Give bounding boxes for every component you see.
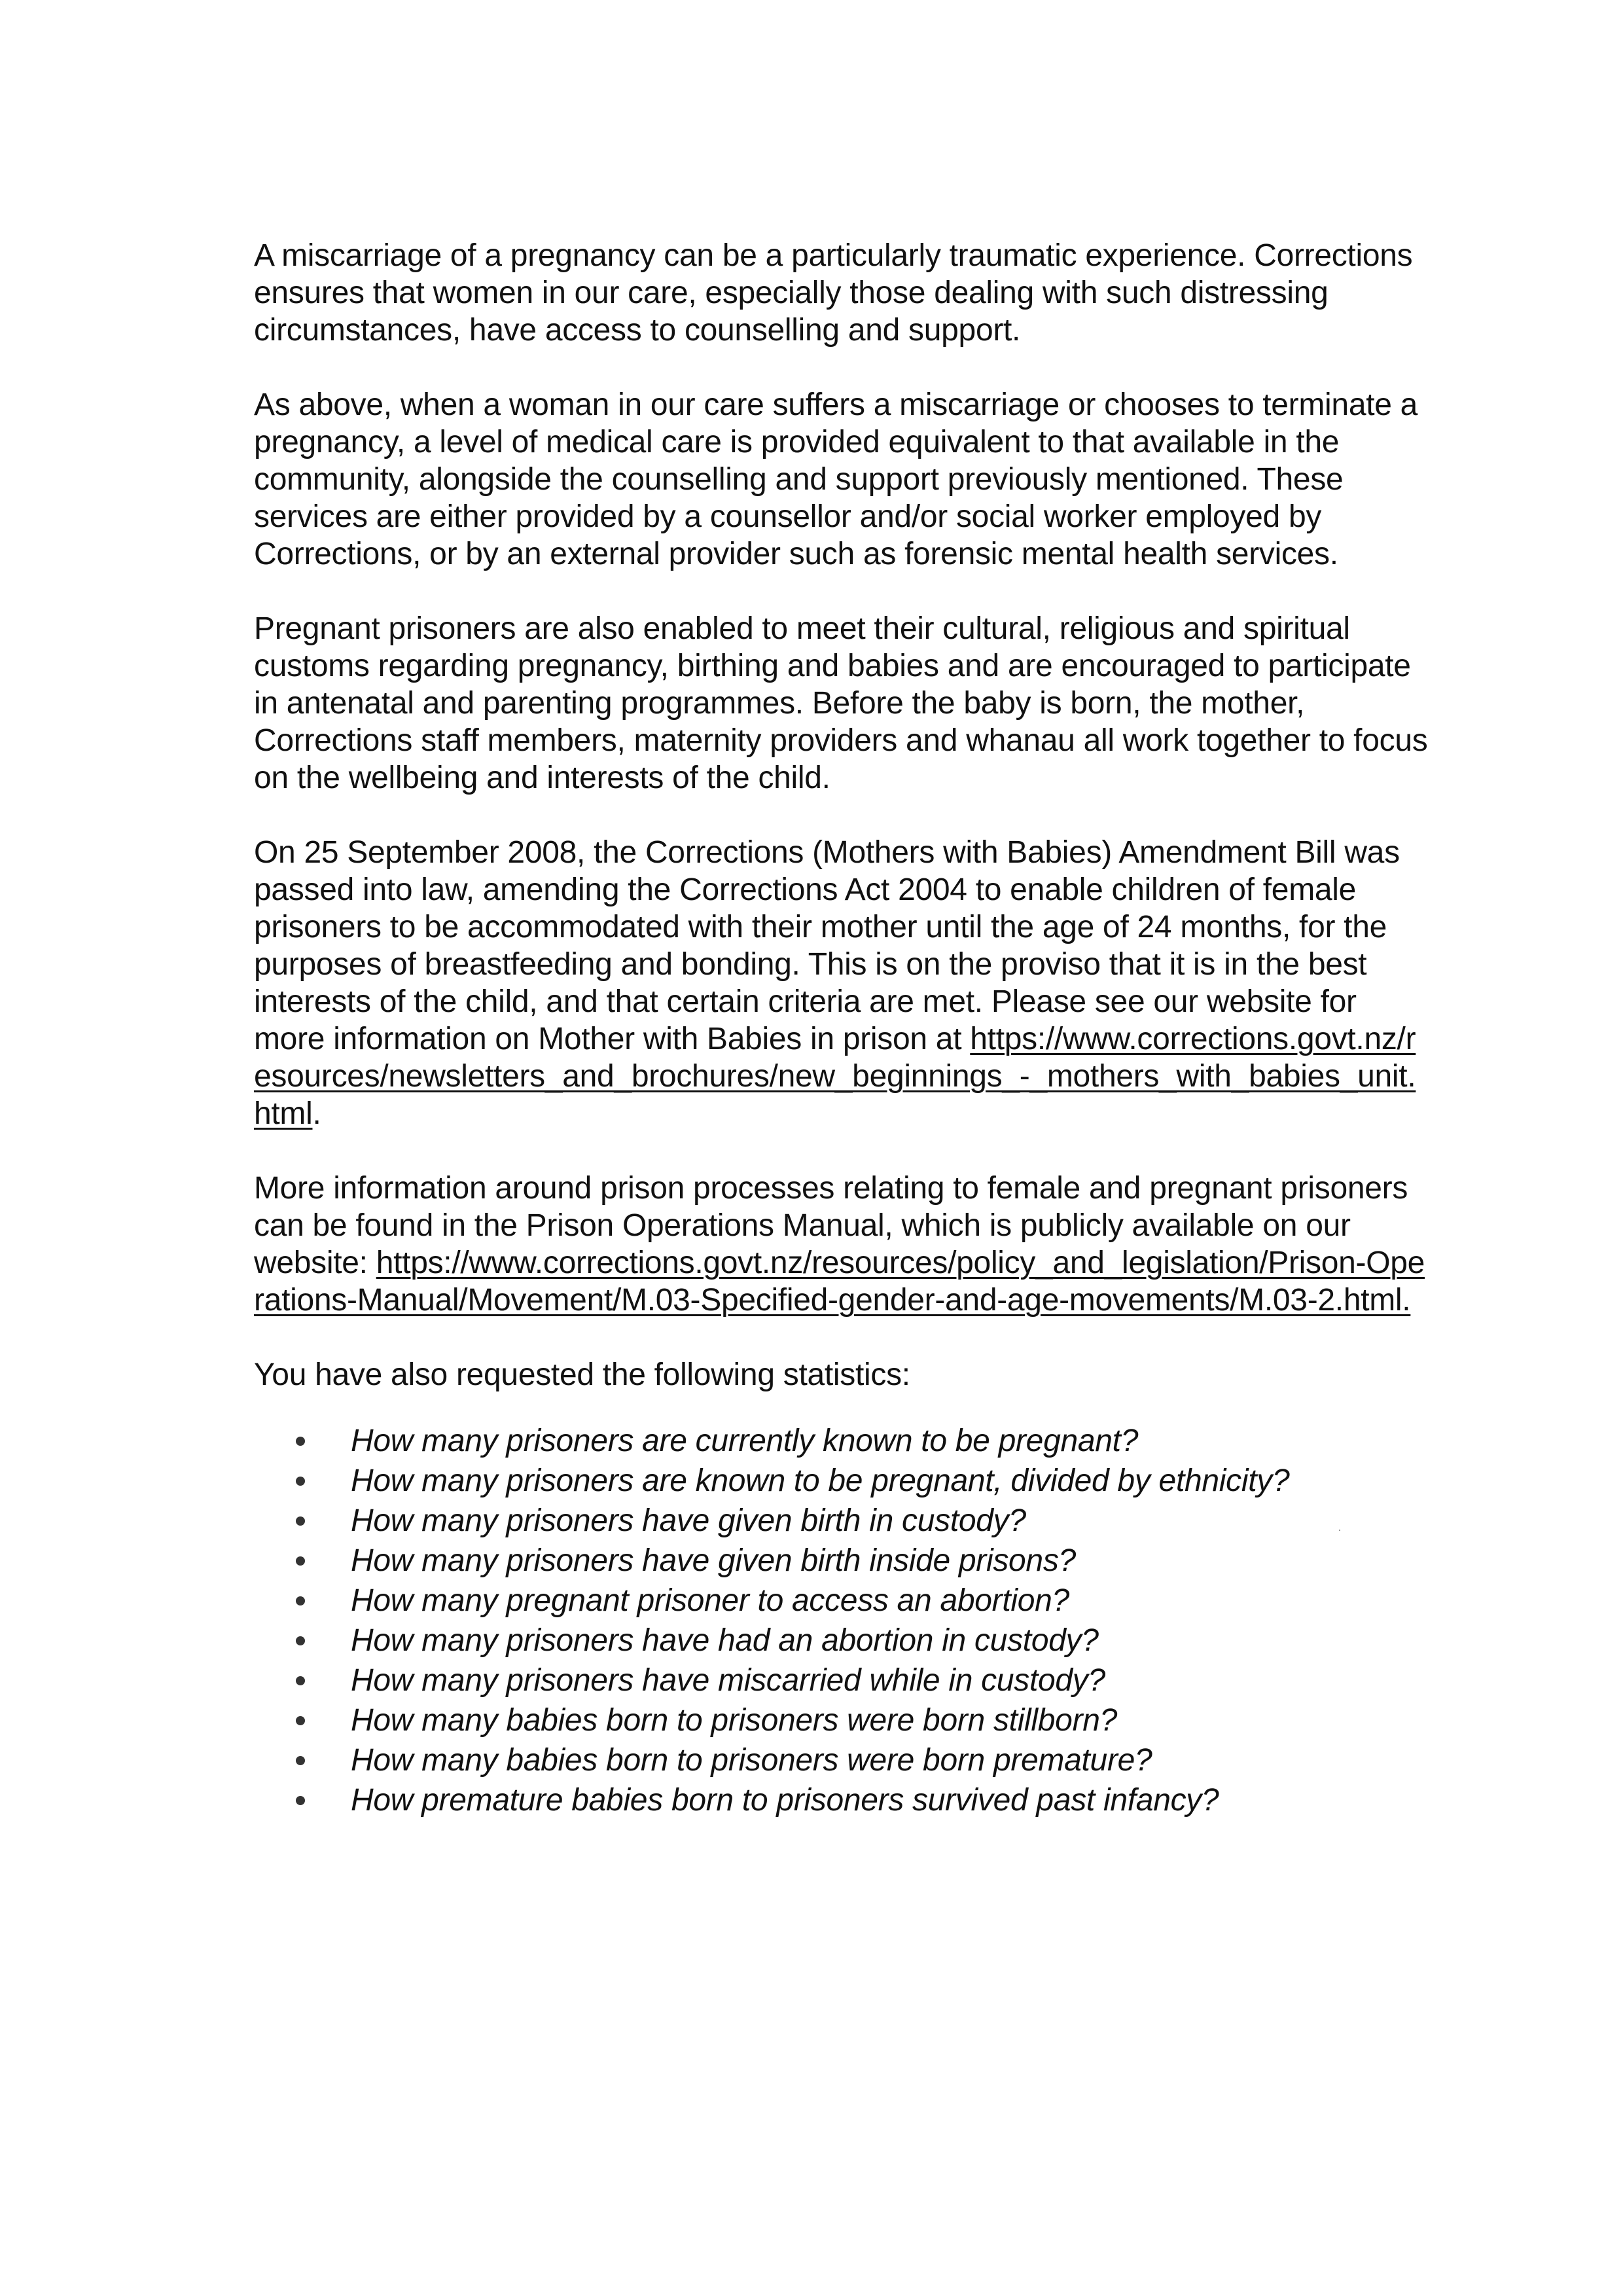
question-text: How many prisoners have given birth inside prisons? [351,1543,1076,1578]
list-item [254,1581,1432,1621]
question-text: How many prisoners are currently known to be pregnant? [351,1424,1139,1458]
question-text: How premature babies born to prisoners survived past infancy? [351,1783,1219,1818]
bullet-icon [296,1636,305,1645]
list-item [254,1780,1432,1820]
bullet-icon [296,1756,305,1765]
statistics-questions-list [254,1421,1432,1820]
paragraph-suffix: . [312,1096,321,1131]
list-item [254,1501,1432,1541]
document-page [254,237,1432,1820]
bullet-icon [296,1516,305,1526]
list-item [254,1541,1432,1581]
question-text: How many prisoners have had an abortion in custody? [351,1623,1099,1658]
bullet-icon [296,1716,305,1725]
question-text: How many babies born to prisoners were born premature? [351,1743,1152,1778]
statistics-intro: You have also requested the following statistics: [254,1357,910,1392]
paragraph-miscarriage: A miscarriage of a pregnancy can be a particularly traumatic experience. Corrections ensures that women in our care, especially those dealing with such distressing circumstances, have access to counselling and support. [254,238,1413,348]
question-text: How many babies born to prisoners were born stillborn? [351,1703,1118,1738]
bullet-icon [296,1796,305,1805]
list-item [254,1700,1432,1740]
question-text: How many prisoners are known to be pregnant, divided by ethnicity? [351,1463,1290,1498]
mothers-with-babies-link[interactable]: https://www.corrections.govt.nz/resources/newsletters_and_brochures/new_beginnings_-_mothers_with_babies_unit.html [254,1022,1416,1131]
question-text: How many prisoners have miscarried while in custody? [351,1663,1105,1698]
list-item [254,1621,1432,1660]
bullet-icon [296,1676,305,1685]
paragraph-operations-manual [254,1170,1432,1319]
operations-manual-link[interactable]: https://www.corrections.govt.nz/resources/policy_and_legislation/Prison-Operations-Manual/Movement/M.03-Specified-gender-and-age-movements/M.03-2.html. [254,1246,1425,1318]
paragraph-medical-care: As above, when a woman in our care suffers a miscarriage or chooses to terminate a pregnancy, a level of medical care is provided equivalent to that available in the community, alongside the counselling and support previously mentioned. These services are either provided by a counsellor and/or social worker employed by Corrections, or by an external provider such as forensic mental health services. [254,387,1418,571]
bullet-icon [296,1437,305,1446]
paragraph-operations-manual-text: More information around prison processes relating to female and pregnant prisoners can be found in the Prison Operations Manual, which is publicly available on our website: [254,1171,1408,1280]
list-item [254,1461,1432,1501]
question-text: How many prisoners have given birth in custody? [351,1503,1026,1538]
paragraph-mothers-with-babies [254,834,1432,1132]
bullet-icon [296,1477,305,1486]
scan-speck [1339,1530,1340,1531]
paragraph-mothers-with-babies-text: On 25 September 2008, the Corrections (Mothers with Babies) Amendment Bill was passed into law, amending the Corrections Act 2004 to enable children of female prisoners to be accommodated with their mother until the age of 24 months, for the purposes of breastfeeding and bonding. This is on the proviso that it is in the best interests of the child, and that certain criteria are met. Please see our website for more information on Mother with Babies in prison at [254,835,1400,1056]
list-item [254,1660,1432,1700]
bullet-icon [296,1596,305,1605]
list-item [254,1740,1432,1780]
bullet-icon [296,1556,305,1566]
list-item [254,1421,1432,1461]
question-text: How many pregnant prisoner to access an abortion? [351,1583,1069,1618]
paragraph-cultural-customs: Pregnant prisoners are also enabled to meet their cultural, religious and spiritual customs regarding pregnancy, birthing and babies and are encouraged to participate in antenatal and parenting programmes. Before the baby is born, the mother, Corrections staff members, maternity providers and whanau all work together to focus on the wellbeing and interests of the child. [254,611,1428,795]
